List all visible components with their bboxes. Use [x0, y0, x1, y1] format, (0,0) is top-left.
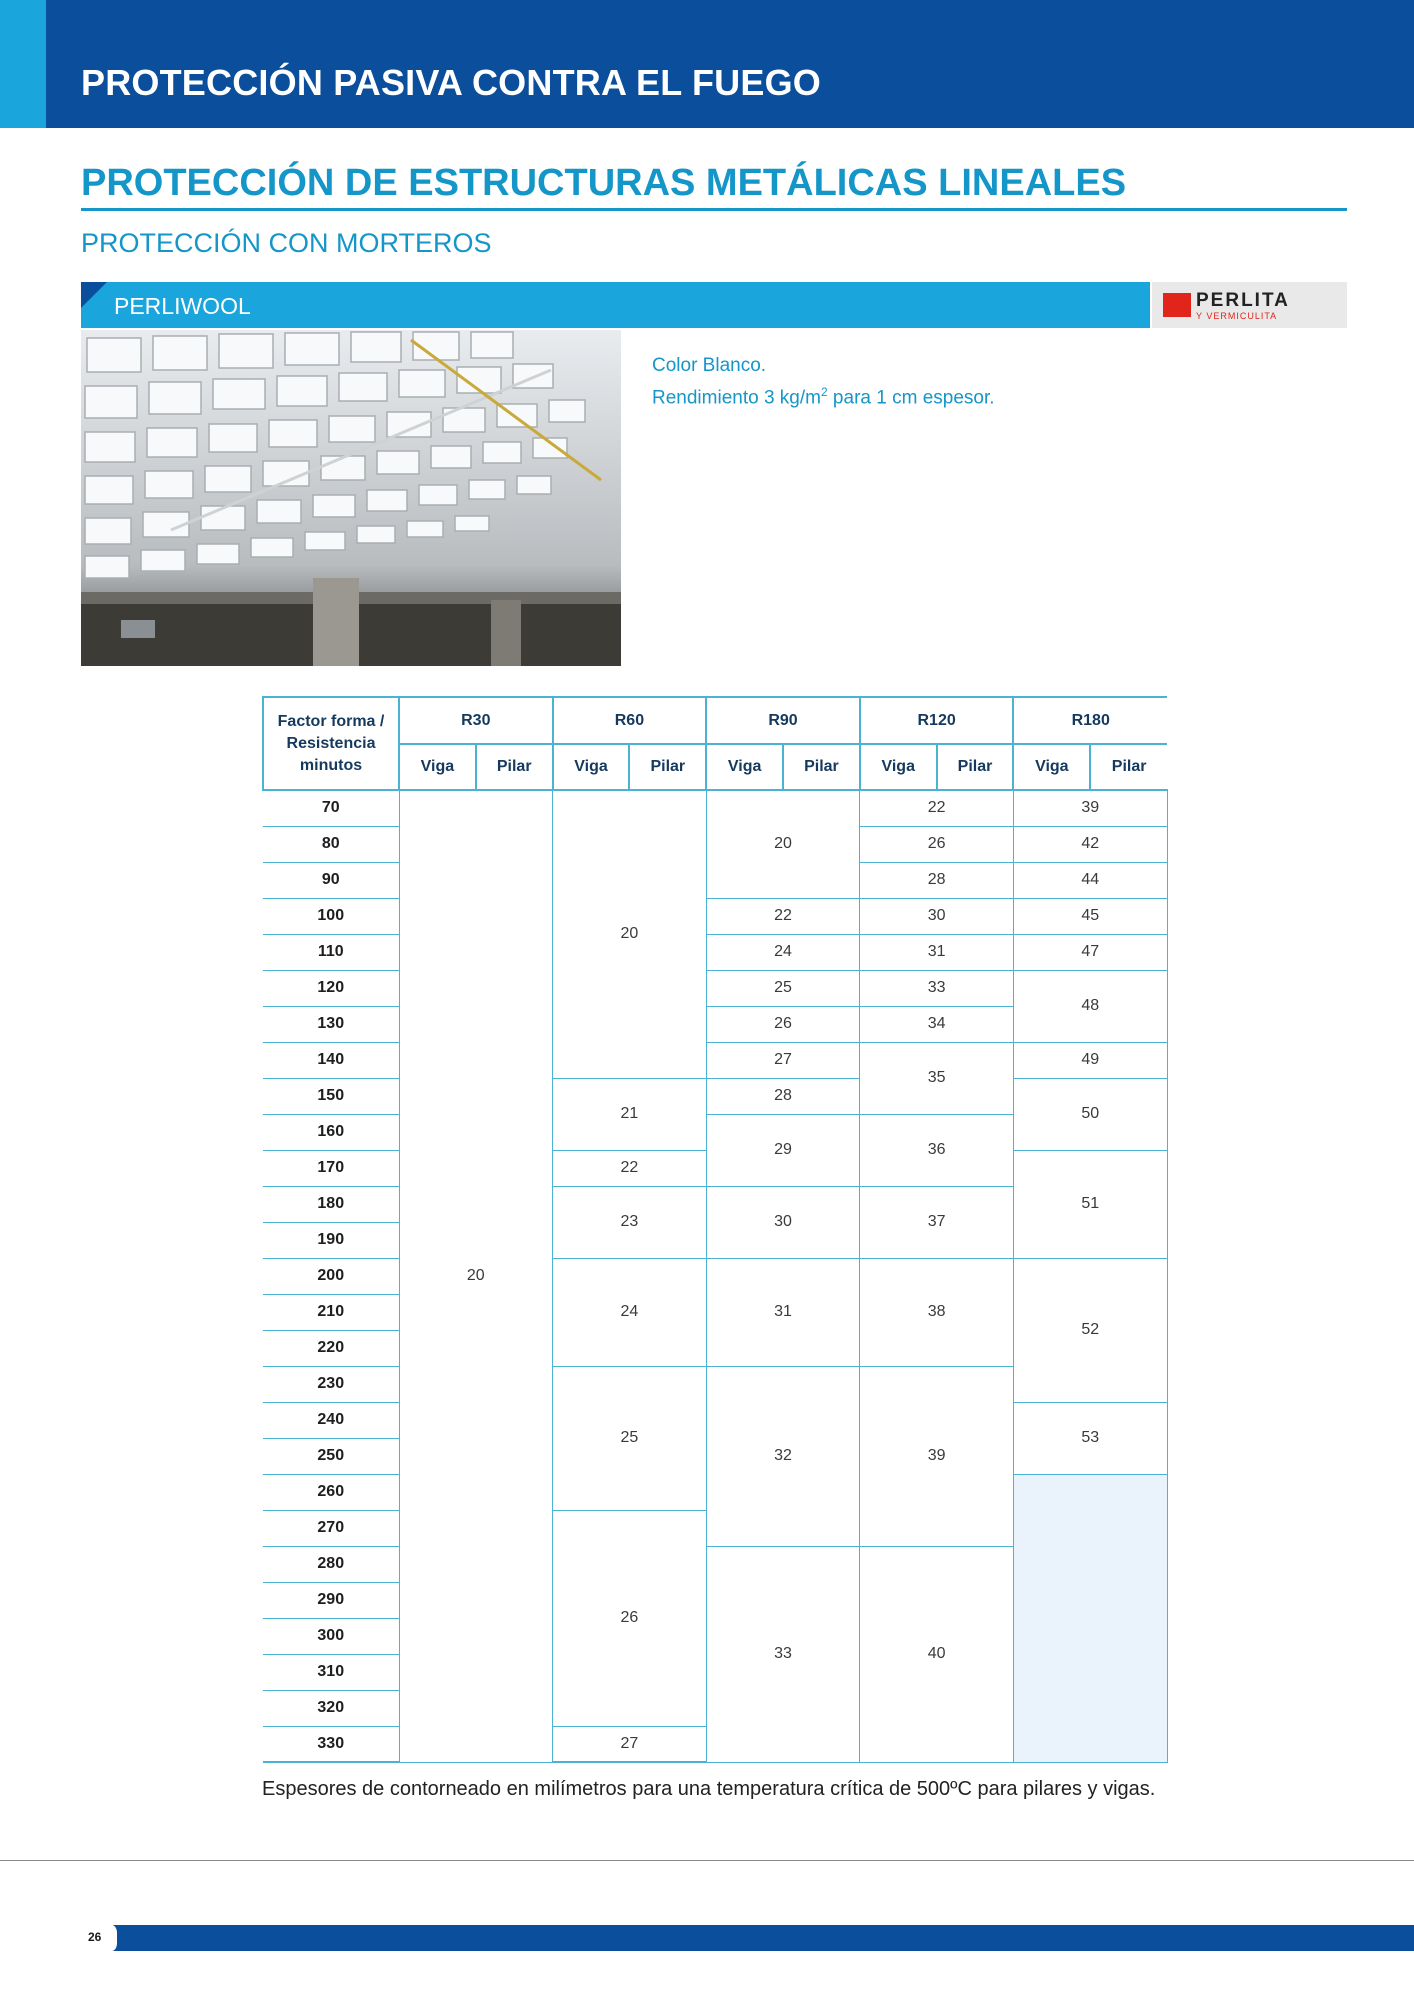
sub-header-pilar: Pilar [1090, 744, 1167, 790]
brand-logo [1152, 282, 1347, 328]
value-cell-r120: 28 [860, 862, 1014, 898]
value-cell-r120: 39 [860, 1366, 1014, 1546]
corner-header-line: Resistencia [286, 734, 376, 752]
page-number: 26 [88, 1930, 102, 1944]
factor-cell: 90 [263, 862, 399, 898]
factor-cell: 310 [263, 1654, 399, 1690]
sub-header-pilar: Pilar [629, 744, 706, 790]
group-header: R90 [706, 697, 860, 744]
sub-header-viga: Viga [706, 744, 783, 790]
section-divider [81, 208, 1347, 211]
value-cell-r120: 35 [860, 1042, 1014, 1114]
yield-text [652, 379, 995, 411]
factor-cell: 260 [263, 1474, 399, 1510]
factor-cell: 250 [263, 1438, 399, 1474]
group-header: R180 [1013, 697, 1167, 744]
color-text: Color Blanco. [652, 355, 767, 376]
factor-cell: 220 [263, 1330, 399, 1366]
header-accent [0, 0, 46, 128]
value-cell-r90: 31 [706, 1258, 860, 1366]
factor-cell: 110 [263, 934, 399, 970]
value-cell-r180: 45 [1013, 898, 1167, 934]
factor-cell: 150 [263, 1078, 399, 1114]
value-cell-r120: 40 [860, 1546, 1014, 1762]
value-cell-r60: 24 [553, 1258, 707, 1366]
product-photo [81, 330, 621, 666]
product-bar-corner [81, 282, 107, 308]
thickness-table-wrap [262, 696, 1166, 1763]
thickness-table [262, 696, 1168, 1763]
value-cell-r90: 20 [706, 790, 860, 898]
value-cell-r60: 22 [553, 1150, 707, 1186]
value-cell-r180: 48 [1013, 970, 1167, 1042]
footer-divider [0, 1860, 1414, 1861]
value-cell-r180: 39 [1013, 790, 1167, 826]
yield-suffix: para 1 cm espesor. [827, 387, 995, 409]
value-cell-r90: 30 [706, 1186, 860, 1258]
value-cell-r120: 34 [860, 1006, 1014, 1042]
factor-cell: 140 [263, 1042, 399, 1078]
value-cell-r120: 37 [860, 1186, 1014, 1258]
header-title: PROTECCIÓN PASIVA CONTRA EL FUEGO [81, 62, 821, 103]
factor-cell: 280 [263, 1546, 399, 1582]
value-cell-r120: 30 [860, 898, 1014, 934]
brand-square-icon [1163, 293, 1191, 317]
value-cell-r120: 22 [860, 790, 1014, 826]
factor-cell: 160 [263, 1114, 399, 1150]
waffle-ceiling-image [81, 330, 621, 666]
value-cell-r180: 50 [1013, 1078, 1167, 1150]
header-band [0, 0, 1414, 128]
value-cell-r60: 21 [553, 1078, 707, 1150]
value-cell-r120: 36 [860, 1114, 1014, 1186]
value-cell-r120: 26 [860, 826, 1014, 862]
factor-cell: 120 [263, 970, 399, 1006]
value-cell-r180: 51 [1013, 1150, 1167, 1258]
factor-cell: 190 [263, 1222, 399, 1258]
section-title: PROTECCIÓN DE ESTRUCTURAS METÁLICAS LINEALES [81, 162, 1127, 204]
value-cell-r90: 24 [706, 934, 860, 970]
corner-header-line: Factor forma / [277, 712, 385, 730]
value-cell-r60: 26 [553, 1510, 707, 1726]
footer-bar [112, 1925, 1414, 1951]
sub-header-viga: Viga [553, 744, 630, 790]
value-cell-r60: 23 [553, 1186, 707, 1258]
factor-cell: 180 [263, 1186, 399, 1222]
value-cell-r180: 49 [1013, 1042, 1167, 1078]
value-cell-r90: 26 [706, 1006, 860, 1042]
table-caption: Espesores de contorneado en milímetros para una temperatura crítica de 500ºC para pilares y vigas. [262, 1778, 1156, 1800]
value-cell-r90: 25 [706, 970, 860, 1006]
sub-header-pilar: Pilar [476, 744, 553, 790]
factor-cell: 330 [263, 1726, 399, 1762]
value-cell-r120: 33 [860, 970, 1014, 1006]
value-cell-r90: 27 [706, 1042, 860, 1078]
group-header: R60 [553, 697, 707, 744]
value-cell-r180: 44 [1013, 862, 1167, 898]
factor-cell: 230 [263, 1366, 399, 1402]
factor-cell: 70 [263, 790, 399, 826]
value-cell-r90: 28 [706, 1078, 860, 1114]
value-cell-r30: 20 [399, 790, 553, 1762]
group-header: R120 [860, 697, 1014, 744]
value-cell-r60: 20 [553, 790, 707, 1078]
factor-cell: 130 [263, 1006, 399, 1042]
sub-header-pilar: Pilar [783, 744, 860, 790]
factor-cell: 100 [263, 898, 399, 934]
value-cell-r120: 31 [860, 934, 1014, 970]
sub-header-pilar: Pilar [937, 744, 1014, 790]
value-cell-r180: 42 [1013, 826, 1167, 862]
factor-cell: 170 [263, 1150, 399, 1186]
factor-cell: 300 [263, 1618, 399, 1654]
value-cell-r180: 53 [1013, 1402, 1167, 1474]
value-cell-r60: 27 [553, 1726, 707, 1762]
value-cell-r90: 22 [706, 898, 860, 934]
value-cell-r60: 25 [553, 1366, 707, 1510]
value-cell-r90: 32 [706, 1366, 860, 1546]
value-cell-r90: 33 [706, 1546, 860, 1762]
value-cell-r180: 47 [1013, 934, 1167, 970]
factor-cell: 210 [263, 1294, 399, 1330]
sub-header-viga: Viga [1013, 744, 1090, 790]
factor-cell: 200 [263, 1258, 399, 1294]
corner-header [263, 697, 399, 790]
product-name: PERLIWOOL [114, 293, 251, 319]
product-description [652, 352, 995, 411]
brand-subname: Y VERMICULITA [1196, 311, 1278, 321]
factor-cell: 80 [263, 826, 399, 862]
factor-cell: 240 [263, 1402, 399, 1438]
group-header: R30 [399, 697, 553, 744]
yield-prefix: Rendimiento 3 kg/m [652, 387, 821, 409]
empty-cell-r180 [1013, 1474, 1167, 1762]
footer-notch [104, 1925, 120, 1951]
factor-cell: 290 [263, 1582, 399, 1618]
corner-header-line: minutos [299, 756, 363, 774]
factor-cell: 270 [263, 1510, 399, 1546]
factor-cell: 320 [263, 1690, 399, 1726]
sub-header-viga: Viga [399, 744, 476, 790]
value-cell-r120: 38 [860, 1258, 1014, 1366]
subsection-title: PROTECCIÓN CON MORTEROS [81, 228, 492, 258]
yield-superscript: 2 [820, 385, 828, 399]
product-bar [81, 282, 1150, 328]
value-cell-r180: 52 [1013, 1258, 1167, 1402]
brand-name: PERLITA [1196, 290, 1290, 311]
sub-header-viga: Viga [860, 744, 937, 790]
value-cell-r90: 29 [706, 1114, 860, 1186]
